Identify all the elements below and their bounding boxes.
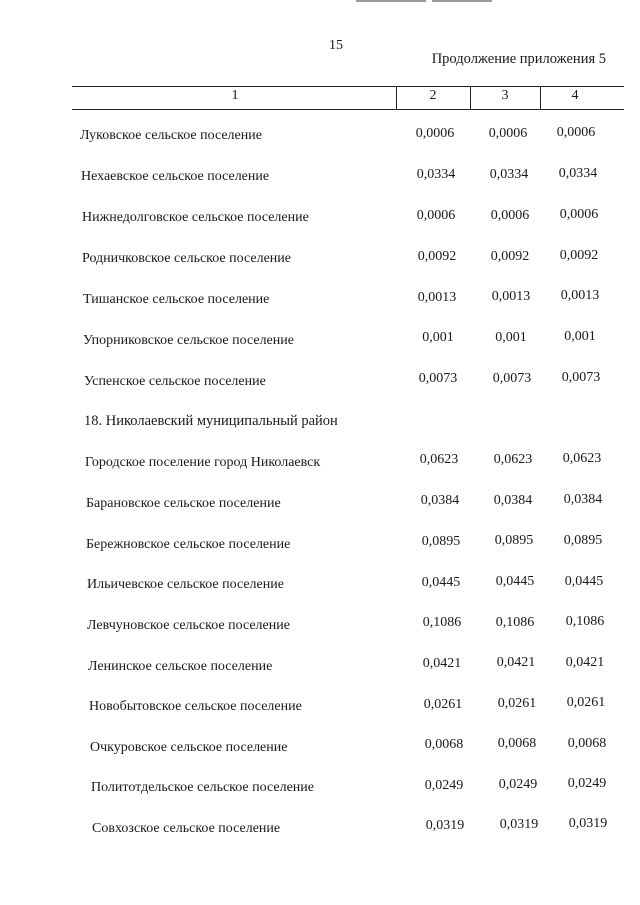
table-header-divider-3	[540, 86, 541, 109]
row-value-col-2: 0,0384	[420, 493, 460, 508]
row-name: Ильичевское сельское поселение	[87, 577, 284, 592]
row-name: Родничковское сельское поселение	[82, 251, 291, 266]
scan-edge-mark-left	[356, 0, 426, 2]
row-value-col-3: 0,0249	[498, 777, 538, 792]
row-value-col-3: 0,0421	[496, 655, 536, 670]
row-value-col-4: 0,0421	[565, 655, 605, 670]
row-name: Совхозское сельское поселение	[92, 821, 281, 836]
continuation-caption: Продолжение приложения 5	[431, 51, 606, 67]
row-value-col-2: 0,0623	[419, 452, 459, 467]
row-value-col-3: 0,0334	[489, 167, 529, 182]
row-value-col-3: 0,0319	[499, 817, 539, 832]
row-value-col-2: 0,0092	[417, 249, 457, 264]
table-header-col-2: 2	[429, 88, 437, 103]
row-value-col-2: 0,0334	[416, 167, 456, 182]
row-value-col-4: 0,0895	[563, 533, 603, 548]
row-value-col-3: 0,0068	[497, 736, 537, 751]
row-value-col-3: 0,0623	[493, 452, 533, 467]
row-name: Успенское сельское поселение	[84, 374, 266, 389]
row-value-col-2: 0,0006	[416, 208, 456, 223]
row-value-col-4: 0,001	[564, 329, 596, 344]
row-name: Политотдельское сельское поселение	[91, 780, 314, 795]
row-value-col-4: 0,0261	[566, 695, 606, 710]
row-value-col-4: 0,0006	[559, 207, 599, 222]
row-value-col-3: 0,1086	[495, 615, 535, 630]
row-value-col-2: 0,0319	[425, 818, 465, 833]
row-value-col-4: 0,1086	[565, 614, 605, 629]
row-value-col-2: 0,1086	[422, 615, 462, 630]
row-name: Ленинское сельское поселение	[88, 659, 273, 674]
row-name: Левчуновское сельское поселение	[87, 618, 290, 633]
row-value-col-3: 0,0092	[490, 249, 530, 264]
row-value-col-4: 0,0068	[567, 736, 607, 751]
row-value-col-3: 0,0073	[492, 371, 532, 386]
row-value-col-2: 0,0073	[418, 371, 458, 386]
row-value-col-2: 0,0895	[421, 534, 461, 549]
row-value-col-2: 0,001	[422, 330, 454, 345]
row-value-col-3: 0,0013	[491, 289, 531, 304]
row-value-col-2: 0,0421	[422, 656, 462, 671]
table-header-divider-1	[396, 86, 397, 109]
row-value-col-3: 0,001	[495, 330, 527, 345]
row-value-col-3: 0,0445	[495, 574, 535, 589]
row-name: Бережновское сельское поселение	[86, 537, 291, 552]
row-value-col-4: 0,0013	[560, 288, 600, 303]
row-value-col-4: 0,0073	[561, 370, 601, 385]
row-name: Упорниковское сельское поселение	[83, 333, 294, 348]
section-title: 18. Николаевский муниципальный район	[84, 413, 338, 429]
table-header-bottom-rule	[72, 109, 624, 110]
row-name: Нижнедолговское сельское поселение	[82, 210, 309, 225]
row-value-col-4: 0,0249	[567, 776, 607, 791]
row-name: Городское поселение город Николаевск	[85, 455, 321, 470]
row-value-col-2: 0,0068	[424, 737, 464, 752]
scan-edge-mark-right	[432, 0, 492, 2]
row-value-col-3: 0,0006	[488, 126, 528, 141]
row-value-col-3: 0,0006	[490, 208, 530, 223]
row-value-col-2: 0,0445	[421, 575, 461, 590]
row-value-col-3: 0,0384	[493, 493, 533, 508]
page-number: 15	[329, 38, 343, 53]
row-name: Новобытовское сельское поселение	[89, 699, 302, 714]
row-value-col-4: 0,0319	[568, 816, 608, 831]
row-value-col-2: 0,0249	[424, 778, 464, 793]
row-name: Тишанское сельское поселение	[83, 292, 270, 307]
table-header-col-4: 4	[571, 88, 579, 103]
row-value-col-4: 0,0092	[559, 248, 599, 263]
row-name: Очкуровское сельское поселение	[90, 740, 288, 755]
table-header-divider-2	[470, 86, 471, 109]
row-value-col-4: 0,0006	[556, 125, 596, 140]
row-name: Нехаевское сельское поселение	[81, 169, 270, 184]
table-header-col-1: 1	[231, 88, 239, 103]
row-name: Луковское сельское поселение	[80, 128, 262, 143]
row-value-col-2: 0,0013	[417, 290, 457, 305]
row-value-col-3: 0,0895	[494, 533, 534, 548]
row-value-col-2: 0,0261	[423, 697, 463, 712]
table-header-col-3: 3	[501, 88, 509, 103]
row-value-col-4: 0,0334	[558, 166, 598, 181]
row-name: Барановское сельское поселение	[86, 496, 281, 511]
row-value-col-4: 0,0445	[564, 574, 604, 589]
row-value-col-4: 0,0623	[562, 451, 602, 466]
row-value-col-2: 0,0006	[415, 126, 455, 141]
row-value-col-3: 0,0261	[497, 696, 537, 711]
table-header-top-rule	[72, 86, 624, 87]
row-value-col-4: 0,0384	[563, 492, 603, 507]
